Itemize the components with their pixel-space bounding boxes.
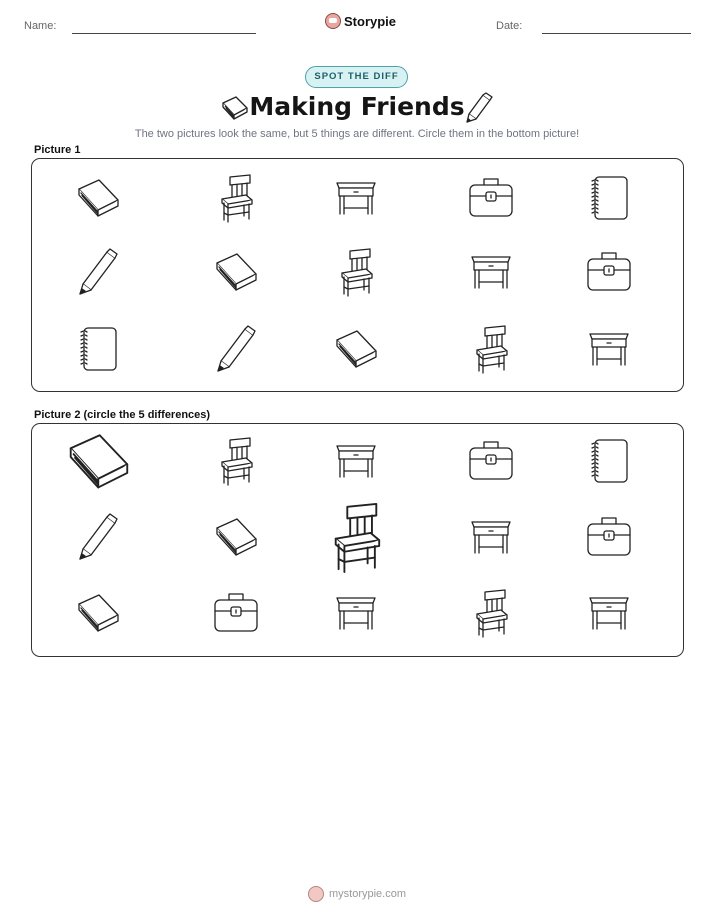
name-line[interactable]	[72, 33, 256, 34]
notebook-icon	[77, 325, 119, 378]
book-icon	[211, 249, 261, 300]
desk-icon[interactable]	[334, 441, 378, 486]
date-label: Date:	[496, 20, 523, 32]
notebook-icon	[588, 174, 630, 227]
chair-icon	[336, 247, 376, 302]
book-icon[interactable]	[211, 514, 261, 565]
chair-icon	[471, 324, 511, 379]
desk-icon	[587, 329, 631, 374]
picture-1-label: Picture 1	[34, 144, 81, 156]
lunchbox-icon	[467, 176, 515, 225]
lunchbox-icon[interactable]	[585, 515, 633, 564]
name-label: Name:	[24, 20, 57, 32]
lunchbox-icon[interactable]	[467, 439, 515, 488]
pencil-icon[interactable]	[77, 513, 119, 566]
desk-icon[interactable]	[587, 593, 631, 638]
page-title: Making Friends	[249, 92, 465, 121]
date-line[interactable]	[542, 33, 691, 34]
storypie-logo-icon	[325, 13, 341, 29]
desk-icon	[334, 178, 378, 223]
lunchbox-icon	[585, 250, 633, 299]
book-icon	[331, 326, 381, 377]
desk-icon[interactable]	[469, 517, 513, 562]
desk-icon[interactable]	[334, 593, 378, 638]
instructions: The two pictures look the same, but 5 things are different. Circle them in the bottom picture!	[134, 128, 580, 140]
book-icon[interactable]	[73, 590, 123, 641]
book-icon	[73, 175, 123, 226]
pencil-icon	[215, 325, 257, 378]
pencil-icon	[77, 248, 119, 301]
chair-icon[interactable]	[471, 588, 511, 643]
brand-name: Storypie	[344, 13, 397, 29]
lunchbox-icon[interactable]	[212, 591, 260, 640]
brand-logo	[325, 13, 396, 29]
chair-icon	[216, 173, 256, 228]
footer-url[interactable]: mystorypie.com	[328, 888, 407, 900]
picture-2-label: Picture 2 (circle the 5 differences)	[34, 409, 211, 421]
chair-icon[interactable]	[216, 436, 256, 491]
storypie-logo-icon	[308, 886, 324, 902]
footer	[0, 886, 714, 902]
notebook-icon[interactable]	[588, 437, 630, 490]
chair-icon[interactable]	[327, 501, 385, 579]
desk-icon	[469, 252, 513, 297]
book-icon[interactable]	[62, 428, 135, 500]
pencil-icon	[465, 92, 495, 124]
spot-the-diff-badge: SPOT THE DIFF	[305, 66, 408, 88]
